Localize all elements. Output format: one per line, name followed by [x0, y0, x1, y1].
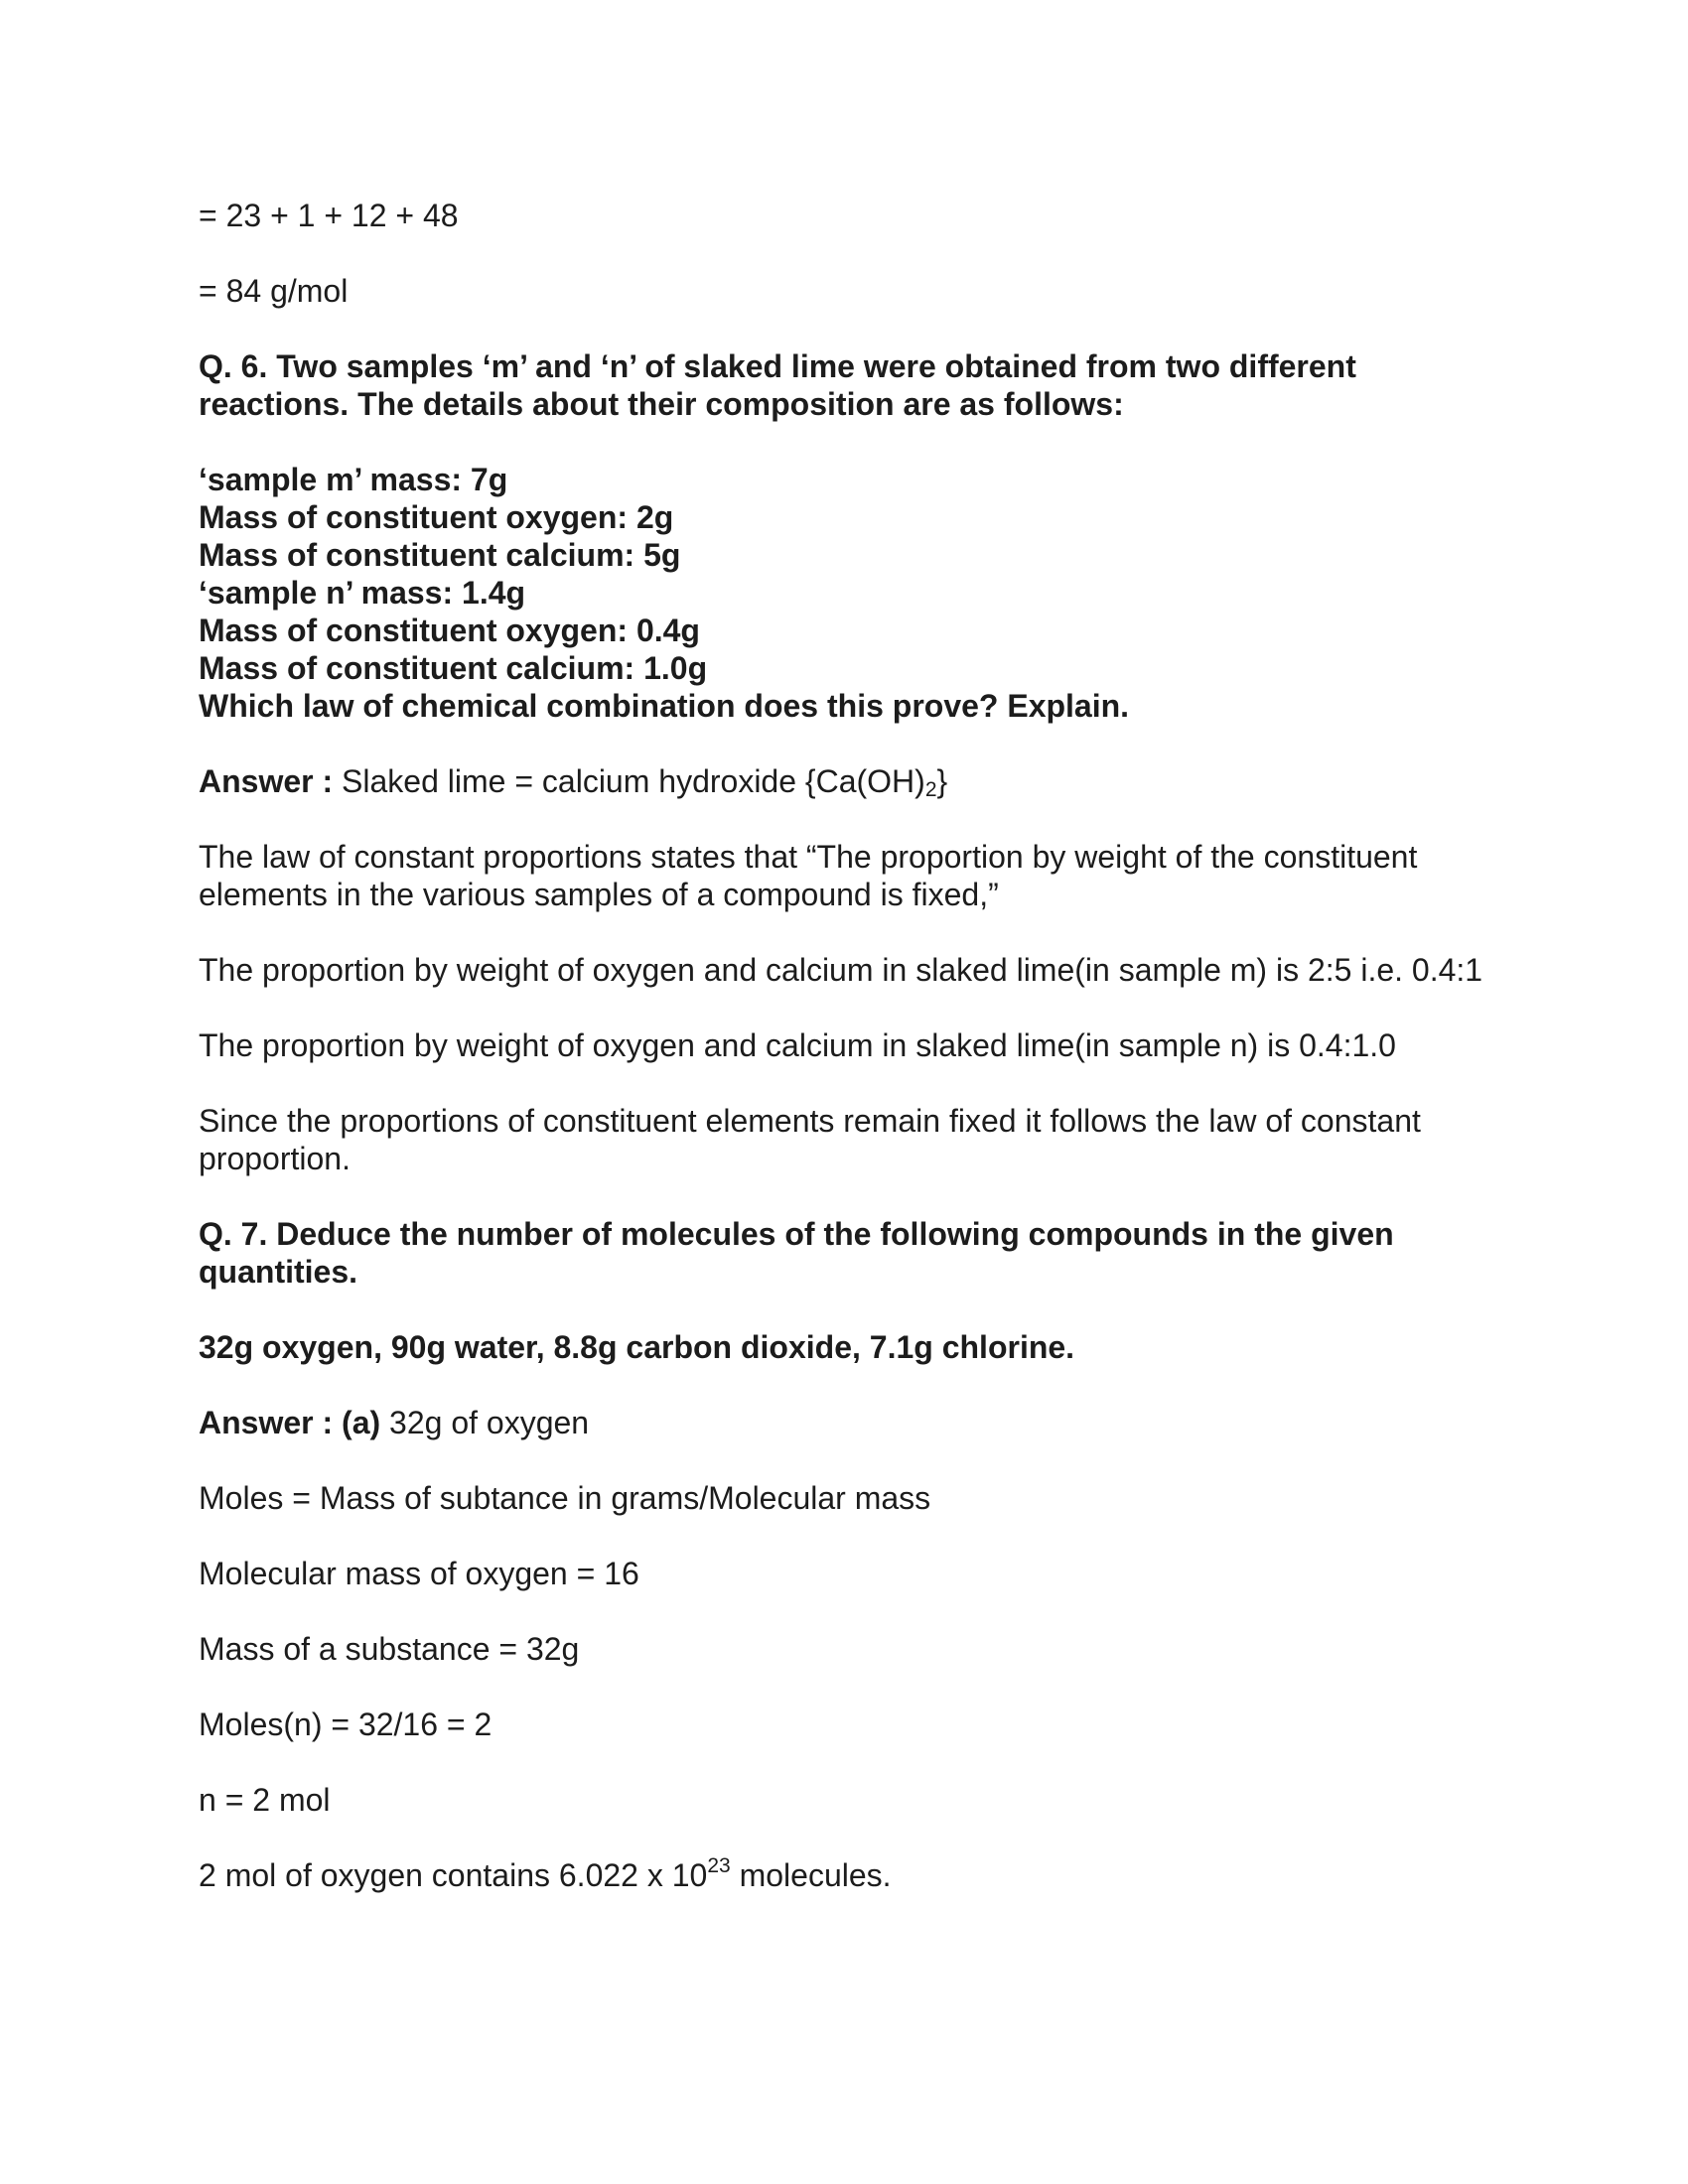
q7-line: n = 2 mol	[199, 1782, 331, 1818]
q6-detail-line: ‘sample m’ mass: 7g	[199, 462, 508, 497]
q6-detail-line: Mass of constituent calcium: 5g	[199, 537, 681, 573]
calc-line-1: = 23 + 1 + 12 + 48	[199, 198, 459, 233]
q7-final-line	[199, 1856, 1489, 1894]
final-text-end: molecules.	[730, 1857, 892, 1893]
q6-detail-line: Mass of constituent calcium: 1.0g	[199, 650, 708, 686]
q6-detail-line: Mass of constituent oxygen: 2g	[199, 499, 674, 535]
answer-subscript: 2	[924, 778, 937, 801]
answer-label: Answer : (a)	[199, 1405, 381, 1440]
answer-label: Answer :	[199, 763, 334, 799]
q6-detail-line: ‘sample n’ mass: 1.4g	[199, 575, 526, 611]
q7-question: Q. 7. Deduce the number of molecules of the following compounds in the given quantities.	[199, 1216, 1394, 1290]
final-text: 2 mol of oxygen contains 6.022 x 10	[199, 1857, 708, 1893]
q6-details	[199, 461, 1489, 725]
exponent: 23	[707, 1854, 731, 1877]
q6-paragraph: The proportion by weight of oxygen and calcium in slaked lime(in sample m) is 2:5 i.e. 0.4:1	[199, 952, 1483, 988]
calc-line-2: = 84 g/mol	[199, 273, 349, 309]
answer-close: }	[936, 763, 948, 799]
answer-text: Slaked lime = calcium hydroxide {Ca(OH)	[333, 763, 925, 799]
q6-question: Q. 6. Two samples ‘m’ and ‘n’ of slaked lime were obtained from two different reactions. The details about their composition are as follows:	[199, 348, 1356, 422]
q7-line: Molecular mass of oxygen = 16	[199, 1556, 639, 1591]
q6-detail-line: Which law of chemical combination does this prove? Explain.	[199, 688, 1130, 724]
q7-line: Moles = Mass of subtance in grams/Molecular mass	[199, 1480, 931, 1516]
q7-answer	[199, 1404, 1489, 1441]
q6-paragraph: The proportion by weight of oxygen and calcium in slaked lime(in sample n) is 0.4:1.0	[199, 1027, 1396, 1063]
q7-line: Moles(n) = 32/16 = 2	[199, 1706, 492, 1742]
q6-answer	[199, 762, 1489, 800]
q7-line: Mass of a substance = 32g	[199, 1631, 580, 1667]
q6-paragraph: Since the proportions of constituent elements remain fixed it follows the law of constant proportion.	[199, 1103, 1421, 1176]
q6-paragraph: The law of constant proportions states that “The proportion by weight of the constituent elements in the various samples of a compound is fixed,”	[199, 839, 1418, 912]
q7-items: 32g oxygen, 90g water, 8.8g carbon dioxide, 7.1g chlorine.	[199, 1329, 1075, 1365]
q6-detail-line: Mass of constituent oxygen: 0.4g	[199, 613, 700, 648]
document-content	[199, 197, 1489, 1894]
answer-text: 32g of oxygen	[380, 1405, 590, 1440]
